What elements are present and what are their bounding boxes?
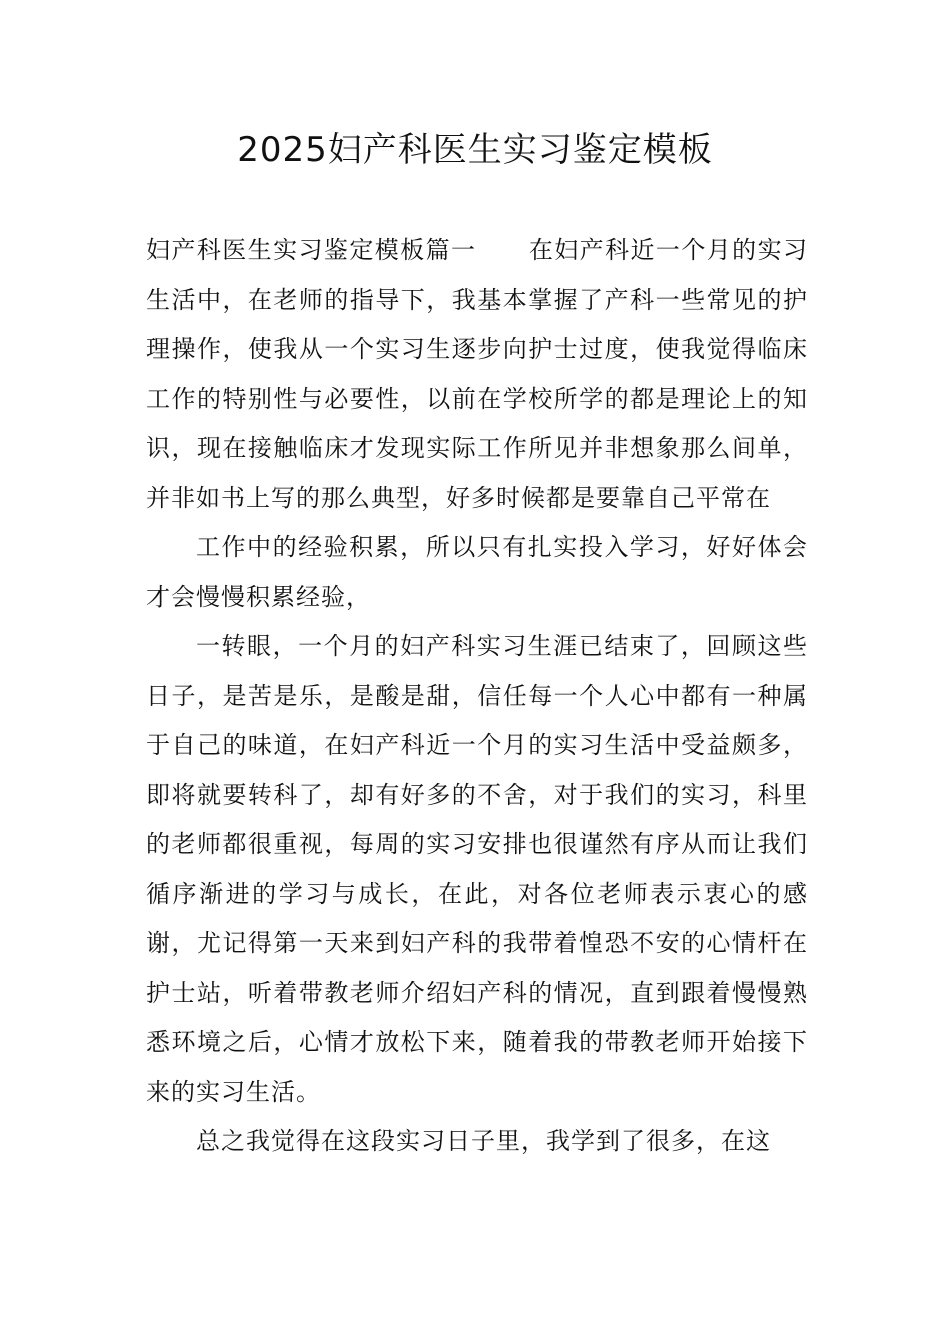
document-title: 2025妇产科医生实习鉴定模板 <box>237 130 713 170</box>
section-heading: 妇产科医生实习鉴定模板篇一 <box>146 236 477 264</box>
paragraph-3: 一转眼，一个月的妇产科实习生涯已结束了，回顾这些日子，是苦是乐，是酸是甜，信任每一个人心中都有一种属于自己的味道，在妇产科近一个月的实习生活中受益颇多，即将就要转科了，却有好多的不舍，对于我们的实习，科里的老师都很重视，每周的实习安排也很谨然有序从而让我们循序渐进的学习与成长，在此，对各位老师表示衷心的感谢，尤记得第一天来到妇产科的我带着惶恐不安的心情杆在护士站，听着带教老师介绍妇产科的情况，直到跟着慢慢熟悉环境之后，心情才放松下来，随着我的带教老师开始接下来的实习生活。 <box>146 632 808 1106</box>
paragraph-1 <box>146 226 808 523</box>
document-body <box>146 226 808 1167</box>
paragraph-1-text: 在妇产科近一个月的实习生活中，在老师的指导下，我基本掌握了产科一些常见的护理操作，使我从一个实习生逐步向护士过度，使我觉得临床工作的特别性与必要性，以前在学校所学的都是理论上的知识，现在接触临床才发现实际工作所见并非想象那么间单，并非如书上写的那么典型，好多时候都是要靠自己平常在 <box>146 236 809 512</box>
paragraph-4: 总之我觉得在这段实习日子里，我学到了很多，在这 <box>196 1127 771 1155</box>
paragraph-2: 工作中的经验积累，所以只有扎实投入学习，好好体会才会慢慢积累经验， <box>146 533 808 611</box>
